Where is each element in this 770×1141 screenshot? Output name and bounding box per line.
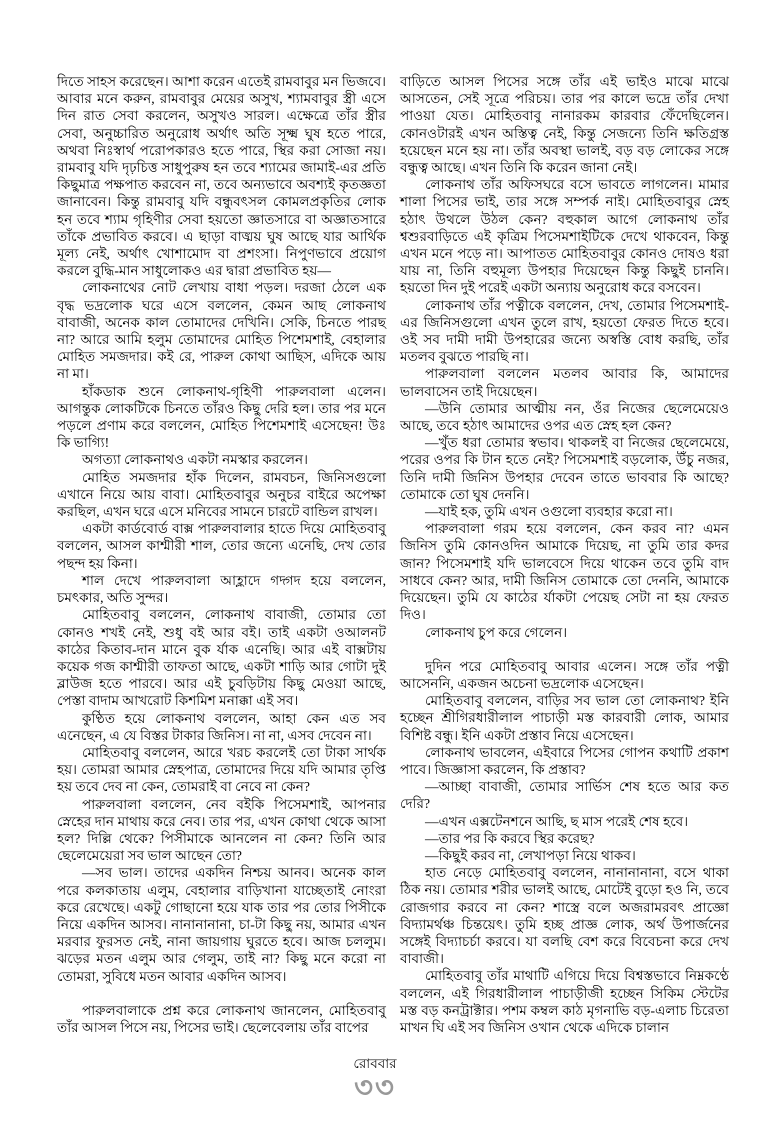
paragraph: মোহিতবাবু বললেন, লোকনাথ বাবাজী, তোমার তো কোনও শখই নেই, শুধু বই আর বই। তাই একটা ওআলনট কাঠের কিতাব-দান মানে বুক র্যাক এনেছি। আর এই বাক্সটায় কয়েক গজ কাশ্মীরী তাফতা আছে, একটা শাড়ি আর গোটা দুই ব্লাউজ হতে পারবে। আর এই চুবড়িটায় কিছু মেওয়া আছে, পেস্তা বাদাম আখরোট কিশমিশ মনাক্কা এই সব। (57, 607, 386, 709)
section-day-label: রোববার (353, 1056, 397, 1071)
paragraph: মোহিতবাবু তাঁর মাথাটি এগিয়ে দিয়ে বিশ্বস্তভাবে নিম্নকণ্ঠে বললেন, এই গিরধারীলাল পাচাড়ীজী হচ্ছেন সিকিম স্টেটের মস্ত বড় কনট্রাক্টার। পশম কম্বল কাঠ মৃগনাভি বড়-এলাচ চিরেতা মাখন ঘি এই সব জিনিস ওখান থেকে এদিকে চালান (400, 968, 729, 1035)
paragraph: পারুলবালা গরম হয়ে বললেন, কেন করব না? এমন জিনিস তুমি কোনওদিন আমাকে দিয়েছ, না তুমি তার কদর জান? পিসেমশাই যদি ভালবেসে দিয়ে থাকেন তবে তুমি বাদ সাধবে কেন? আর, দামী জিনিস তোমাকে তো দেননি, আমাকে দিয়েছেন। তুমি যে কাঠের র্যাকটা পেয়েছ সেটা না হয় ফেরত দিও। (400, 521, 729, 623)
text-columns (57, 73, 729, 1073)
paragraph: পারুলবালা বললেন মতলব আবার কি, আমাদের ভালবাসেন তাই দিয়েছেন। (400, 366, 729, 399)
paragraph: দুদিন পরে মোহিতবাবু আবার এলেন। সঙ্গে তাঁর পত্নী আসেননি, একজন অচেনা ভদ্রলোক এসেছেন। (400, 658, 729, 691)
paragraph: মোহিতবাবু বললেন, বাড়ির সব ভাল তো লোকনাথ? ইনি হচ্ছেন শ্রীগিরধারীলাল পাচাড়ী মস্ত কারবারী লোক, আমার বিশিষ্ট বন্ধু। ইনি একটা প্রস্তাব নিয়ে এসেছেন। (400, 693, 729, 743)
paragraph: লোকনাথ তাঁর অফিসঘরে বসে ভাবতে লাগলেন। মামার শালা পিসের ভাই, তার সঙ্গে সম্পর্ক নাই। মোহিতবাবুর স্নেহ হঠাৎ উথলে উঠল কেন? বহুকাল আগে লোকনাথ তাঁর শ্বশুরবাড়িতে এই কৃত্রিম পিসেমশাইটিকে দেখে থাকবেন, কিন্তু এখন মনে পড়ে না। আপাতত মোহিতবাবুর কোনও দোষও ধরা যায় না, তিনি বহুমূল্য উপহার দিয়েছেন কিন্তু কিছুই চাননি। হয়তো দিন দুই পরেই একটা অন্যায় অনুরোধ করে বসবেন। (400, 177, 729, 296)
column-right (400, 73, 729, 1073)
paragraph: একটা কার্ডবোর্ড বাক্স পারুলবালার হাতে দিয়ে মোহিতবাবু বললেন, আসল কাশ্মীরী শাল, তোর জন্যে এনেছি, দেখ তোর পছন্দ হয় কিনা। (57, 521, 386, 571)
paragraph: —আচ্ছা বাবাজী, তোমার সার্ভিস শেষ হতে আর কত দেরি? (400, 779, 729, 812)
paragraph: মোহিতবাবু বললেন, আরে খরচ করলেই তো টাকা সার্থক হয়। তোমরা আমার স্নেহপাত্র, তোমাদের দিয়ে যদি আমার তৃপ্তি হয় তবে দেব না কেন, তোমরাই বা নেবে না কেন? (57, 744, 386, 795)
column-left (57, 73, 386, 1073)
paragraph: মোহিত সমজদার হাঁক দিলেন, রামবচন, জিনিসগুলো এখানে নিয়ে আয় বাবা। মোহিতবাবুর অনুচর বাইরে অপেক্ষা করছিল, এখন ঘরে এসে মনিবের সামনে চারটে বান্ডিল রাখল। (57, 469, 386, 520)
paragraph: অগত্যা লোকনাথও একটা নমস্কার করলেন। (82, 452, 308, 468)
paragraph: —সব ভাল। তাদের একদিন নিশ্চয় আনব। অনেক কাল পরে কলকাতায় এলুম, বেহালার বাড়িখানা যাচ্ছেতাই নোংরা করে রেখেছে। একটু গোছানো হয়ে যাক তার পর তোর পিসীকে নিয়ে একদিন আসব। নানানানানা, চা-টা কিছু নয়, আমার এখন মরবার ফুরসত নেই, নানা জায়গায় ঘুরতে হবে। আজ চললুম। ঝড়ের মতন এলুম আর গেলুম, তাই না? কিছু মনে করো না তোমরা, সুবিধে মতন আবার একদিন আসব। (57, 865, 386, 984)
paragraph: পারুলবালা বললেন, নেব বইকি পিসেমশাই, আপনার স্নেহের দান মাথায় করে নেব। তার পর, এখন কোথা থেকে আসা হল? দিল্লি থেকে? পিসীমাকে আনলেন না কেন? তিনি আর ছেলেমেয়েরা সব ভাল আছেন তো? (57, 796, 386, 864)
paragraph: কুণ্ঠিত হয়ে লোকনাথ বললেন, আহা কেন এত সব এনেছেন, এ যে বিস্তর টাকার জিনিস। না না, এসব দেবেন না। (57, 710, 386, 743)
paragraph: —খুঁত ধরা তোমার স্বভাব। থাকলই বা নিজের ছেলেমেয়ে, পরের ওপর কি টান হতে নেই? পিসেমশাই বড়লোক, উঁচু নজর, তিনি দামী জিনিস উপহার দেবেন তাতে ভাববার কি আছে? তোমাকে তো ঘুষ দেননি। (400, 435, 729, 502)
paragraph: লোকনাথের নোট লেখায় বাধা পড়ল। দরজা ঠেলে এক বৃদ্ধ ভদ্রলোক ঘরে এসে বললেন, কেমন আছ লোকনাথ বাবাজী, অনেক কাল তোমাদের দেখিনি। সেকি, চিনতে পারছ না? আরে আমি হলুম তোমাদের মোহিত পিশেমশাই, বেহালার মোহিত সমজদার। কই রে, পারুল কোথা আছিস, এদিকে আয় না মা। (57, 280, 386, 382)
page-number: ৩৩ (354, 1072, 396, 1104)
paragraph: লোকনাথ তাঁর পত্নীকে বললেন, দেখ, তোমার পিসেমশাই-এর জিনিসগুলো এখন তুলে রাখ, হয়তো ফেরত দিতে হবে। ওই সব দামী দামী উপহারের জন্যে অস্বস্তি বোধ করছি, তাঁর মতলব বুঝতে পারছি না। (400, 297, 729, 365)
paragraph: —তার পর কি করবে স্থির করেছ? (425, 830, 595, 846)
page-footer (275, 1056, 475, 1102)
paragraph: লোকনাথ ভাবলেন, এইবারে পিসের গোপন কথাটি প্রকাশ পাবে। জিজ্ঞাসা করলেন, কি প্রস্তাব? (400, 744, 729, 777)
paragraph: লোকনাথ চুপ করে গেলেন। (425, 624, 568, 640)
paragraph: হাঁকডাক শুনে লোকনাথ-গৃহিণী পারুলবালা এলেন। আগন্তুক লোকটিকে চিনতে তাঁরও কিছু দেরি হল। তার পর মনে পড়লে প্রণাম করে বললেন, মোহিত পিশেমশাই এসেছেন! উঃ কি ভাগ্যি! (57, 383, 386, 451)
paragraph: —যাই হক, তুমি এখন ওগুলো ব্যবহার করো না। (425, 504, 673, 520)
paragraph: —উনি তোমার আত্মীয় নন, ওঁর নিজের ছেলেমেয়েও আছে, তবে হঠাৎ আমাদের ওপর এত স্নেহ হল কেন? (400, 400, 729, 434)
paragraph: —কিছুই করব না, লেখাপড়া নিয়ে থাকব। (425, 847, 636, 863)
paragraph: —এখন এক্সটেনশনে আছি, ছ মাস পরেই শেষ হবে। (425, 813, 689, 829)
paragraph: হাত নেড়ে মোহিতবাবু বললেন, নানানানানা, বসে থাকা ঠিক নয়। তোমার শরীর ভালই আছে, মোটেই বুড়ো হও নি, তবে রোজগার করবে না কেন? শাস্ত্রে বলে অজরামরবৎ প্রাজ্ঞো বিদ্যামর্থঞ্চ চিন্তয়েৎ। তুমি হচ্ছ প্রাজ্ঞ লোক, অর্থ উপার্জনের সঙ্গেই বিদ্যাচর্চা করবে। যা বলছি বেশ করে বিবেচনা করে দেখ বাবাজী। (400, 865, 729, 967)
paragraph: বাড়িতে আসল পিসের সঙ্গে তাঁর এই ভাইও মাঝে মাঝে আসতেন, সেই সূত্রে পরিচয়। তার পর কালে ভদ্রে তাঁর দেখা পাওয়া যেত। মোহিতবাবু নানারকম কারবার ফেঁদেছিলেন। কোনওটারই এখন অস্তিত্ব নেই, কিন্তু সেজন্যে তিনি ক্ষতিগ্রস্ত হয়েছেন মনে হয় না। তাঁর অবস্থা ভালই, বড় বড় লোকের সঙ্গে বন্ধুত্ব আছে। এখন তিনি কি করেন জানা নেই। (400, 74, 729, 176)
paragraph: পারুলবালাকে প্রশ্ন করে লোকনাথ জানলেন, মোহিতবাবু তাঁর আসল পিসে নয়, পিসের ভাই। ছেলেবেলায় তাঁর বাপের (57, 1002, 386, 1035)
paragraph: দিতে সাহস করেছেন। আশা করেন এতেই রামবাবুর মন ভিজবে। আবার মনে করুন, রামবাবুর মেয়ের অসুখ, শ্যামবাবুর স্ত্রী এসে দিন রাত সেবা করলেন, অসুখও সারল। এক্ষেত্রে তাঁর স্ত্রীর সেবা, অনুচ্চারিত অনুরোধ অর্থাৎ অতি সূক্ষ্ম ঘুষ হতে পারে, অথবা নিঃস্বার্থ পরোপকারও হতে পারে, স্থির করা সোজা নয়। রামবাবু যদি দৃঢ়চিত্ত সাধুপুরুষ হন তবে শ্যামের জামাই-এর প্রতি কিছুমাত্র পক্ষপাত করবেন না, তবে অন্যভাবে অবশ্যই কৃতজ্ঞতা জানাবেন। কিন্তু রামবাবু যদি বন্ধুবৎসল কোমলপ্রকৃতির লোক হন তবে শ্যাম গৃহিণীর সেবা হয়তো জ্ঞাতসারে বা অজ্ঞাতসারে তাঁকে প্রভাবিত করবে। এ ছাড়া বাঙ্ময় ঘুষ আছে যার আর্থিক মূল্য নেই, অর্থাৎ খোশামোদ বা প্রশংসা। নিপুণভাবে প্রয়োগ করলে বুদ্ধি-মান সাধুলোকও এর দ্বারা প্রভাবিত হয়— (57, 74, 386, 279)
paragraph: শাল দেখে পারুলবালা আহ্লাদে গদ্গদ হয়ে বললেন, চমৎকার, অতি সুন্দর। (57, 572, 386, 606)
